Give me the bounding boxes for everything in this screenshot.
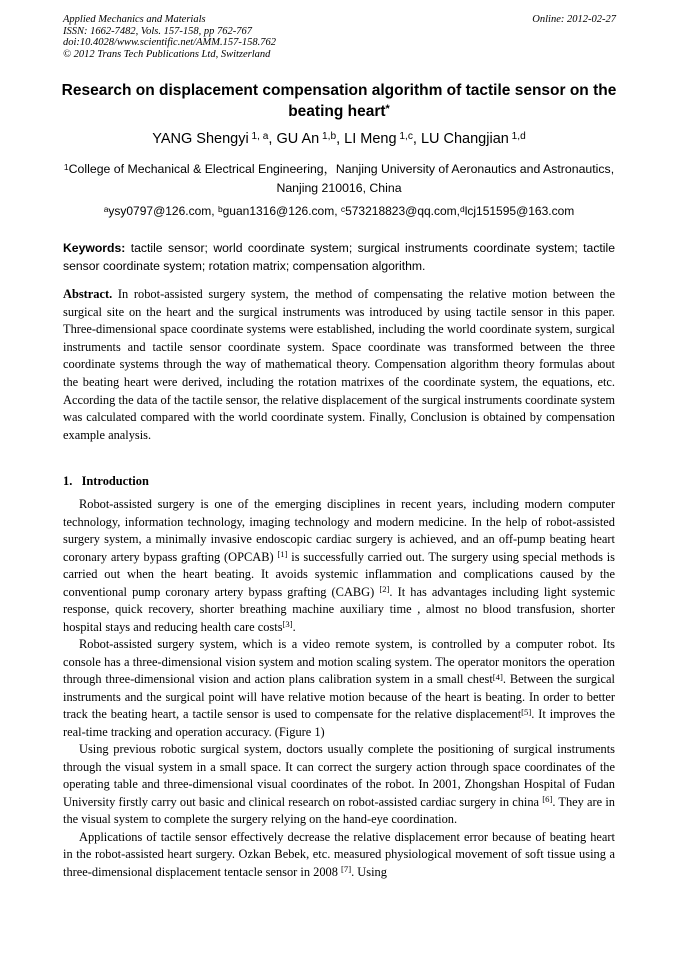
email-mark: d [460, 204, 465, 215]
citation-ref: [4] [492, 671, 503, 682]
author-name: YANG Shengyi [152, 131, 249, 147]
issn-line: ISSN: 1662-7482, Vols. 157-158, pp 762-767 [63, 25, 252, 37]
abstract-block [63, 286, 615, 444]
paragraph-text: . It has advantages including light systemic response, quick recovery, shorter breathing machine auxiliary time , almost no blood transfusion, shorter hospital stays and reducing health care costs [63, 584, 615, 634]
citation-ref: [7] [341, 864, 352, 875]
paragraph-text: . Using [351, 864, 387, 879]
author-affiliation-mark: 1,c [396, 131, 413, 143]
title-text: Research on displacement compensation algorithm of tactile sensor on the beating heart [61, 82, 617, 120]
author-list [40, 129, 638, 149]
citation-ref: [6] [542, 794, 553, 805]
email-address: 573218823@qq.com, [345, 204, 461, 218]
email-address: lcj151595@163.com [464, 204, 575, 218]
paragraph-text: is successfully carried out. The surgery using special methods is carried out when the heart beating. It avoids systemic inflammation and complications caused by the conventional pump coronary artery bypass grafting (CABG) [63, 549, 615, 599]
keywords-block [63, 239, 615, 275]
author-separator: , [268, 131, 277, 147]
paragraph-text: . Between the surgical instruments and the surgical point will have relative motion because of the heart is beating. In order to better track the beating heart, a tactile sensor is used to compensate for the relative displacement [63, 672, 615, 721]
author-separator: , [336, 131, 345, 147]
section-heading [63, 473, 149, 490]
email-address: ysy0797@126.com, [108, 204, 218, 218]
intro-paragraph [63, 636, 615, 741]
paragraph-text: Robot-assisted surgery system, which is a video remote system, is controlled by a computer robot. Its console has a three-dimensional vision system and motion scaling system. The operator monitors the operation through three-dimensional vision and action plans calibration system in a small chest [63, 637, 615, 686]
journal-header [63, 14, 616, 60]
affiliation-mark: 1 [63, 162, 69, 172]
affiliation [55, 160, 623, 198]
email-mark: a [103, 204, 109, 215]
introduction-body [63, 496, 615, 881]
keywords-text: tactile sensor; world coordinate system; surgical instruments coordinate system; tactile sensor coordinate system; rotation matrix; compensation algorithm. [63, 241, 615, 273]
copyright-line: © 2012 Trans Tech Publications Ltd, Switzerland [63, 48, 271, 60]
abstract-label: Abstract. [63, 287, 113, 301]
journal-name: Applied Mechanics and Materials [63, 14, 206, 25]
paragraph-text: . [292, 619, 296, 634]
author-affiliation-mark: 1,b [319, 131, 337, 143]
section-number: 1. [63, 474, 73, 488]
intro-paragraph [63, 496, 615, 636]
email-list [55, 203, 623, 219]
email-mark: c [340, 204, 346, 215]
section-title: Introduction [81, 474, 149, 488]
author-name: GU An [276, 131, 320, 147]
doi-line: doi:10.4028/www.scientific.net/AMM.157-158.762 [63, 37, 276, 49]
paragraph-text: Robot-assisted surgery is one of the emerging disciplines in recent years, including modern computer technology, information technology, imaging technology and modern medicine. In the help of robot-assisted surgery system, a minimally invasive endoscopic cardiac surgery is achieved, and an off-pump beating heart coronary artery bypass grafting (OPCAB) [63, 497, 615, 564]
title-footnote-mark: * [385, 103, 390, 116]
abstract-text: In robot-assisted surgery system, the method of compensating the relative motion between the surgical site on the heart and the surgical instruments was introduced by using tactile sensor in this paper. Three-dimensional space coordinate systems were established, including the world coordinate system, surgical instruments and tactile sensor coordinate system. Space coordinate was transformed between the three coordinate systems through the way of mathematical theory. Compensation algorithm theory formulas about the beating heart were derived, including the rotation matrixes of the coordinate system, the equations, etc. According the data of the tactile sensor, the relative displacement of the surgical instruments coordinate system was calculated compared with the world coordinate system. Finally, Conclusion is obtained by compensation example analysis. [63, 287, 615, 442]
affiliation-line-2: Nanjing 210016, China [276, 181, 402, 195]
affiliation-line-1: College of Mechanical & Electrical Engineering，Nanjing University of Aeronautics and Astronautics, [68, 162, 615, 176]
citation-ref: [5] [521, 706, 532, 717]
keywords-label: Keywords: [63, 241, 126, 255]
paper-title [55, 80, 623, 122]
citation-ref: [3] [282, 619, 293, 630]
citation-ref: [1] [277, 549, 288, 560]
paragraph-text: . It improves the real-time tracking and operation accuracy. (Figure 1) [63, 707, 615, 739]
citation-ref: [2] [379, 584, 390, 595]
intro-paragraph [63, 741, 615, 829]
email-address: guan1316@126.com, [222, 204, 341, 218]
paragraph-text: Applications of tactile sensor effectively decrease the relative displacement error because of beating heart in the robot-assisted heart surgery. Ozkan Bebek, etc. measured physiological movement of soft tissue using a three-dimensional displacement tentacle sensor in 2008 [63, 829, 615, 879]
intro-paragraph [63, 829, 615, 882]
author-affiliation-mark: 1, a [248, 131, 269, 143]
author-affiliation-mark: 1,d [508, 131, 526, 143]
online-date: Online: 2012-02-27 [532, 14, 616, 25]
paragraph-text: Using previous robotic surgical system, doctors usually complete the positioning of surgical instruments through the visual system in a small space. It can correct the surgery action through space coordinates of the operating table and three-dimensional visual coordinates of the robot. In 2001, Zhongshan Hospital of Fudan University firstly carry out basic and clinical research on robot-assisted cardiac surgery in china [63, 742, 615, 809]
paragraph-text: . They are in the visual system to complete the surgery relying on the hand-eye coordination. [63, 794, 615, 826]
email-mark: b [217, 204, 223, 215]
author-name: LU Changjian [420, 131, 509, 147]
author-separator: , [412, 131, 421, 147]
author-name: LI Meng [344, 131, 397, 147]
